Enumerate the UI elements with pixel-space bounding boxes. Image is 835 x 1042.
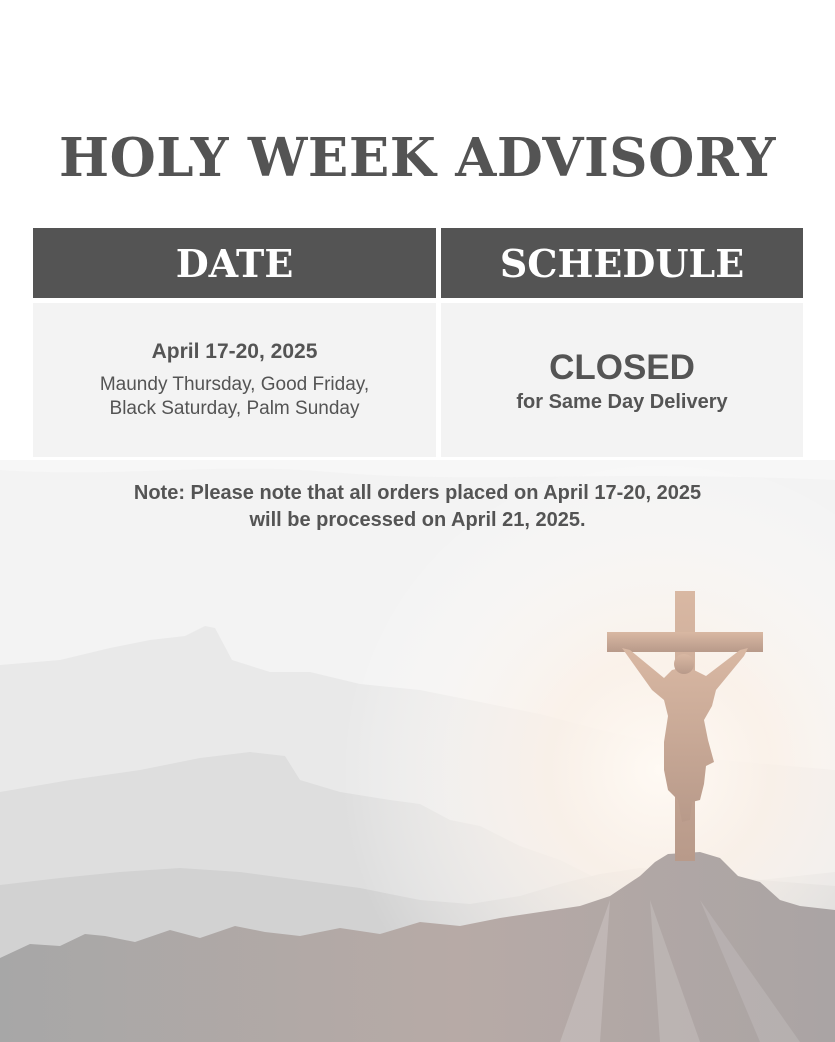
status-detail: for Same Day Delivery [516,391,728,413]
advisory-note [0,480,835,534]
note-line-2: will be processed on April 21, 2025. [249,509,586,531]
date-range: April 17-20, 2025 [151,340,318,363]
note-line-1: Note: Please note that all orders placed on April 17-20, 2025 [133,482,702,504]
schedule-cell [441,303,803,457]
status-closed: CLOSED [549,348,695,387]
page-title: HOLY WEEK ADVISORY [59,127,776,189]
table-header-date: DATE [33,228,436,298]
table-header-schedule: SCHEDULE [441,228,803,298]
date-cell [33,303,436,457]
date-days: Maundy Thursday, Good Friday, Black Saturday, Palm Sunday [99,374,370,419]
